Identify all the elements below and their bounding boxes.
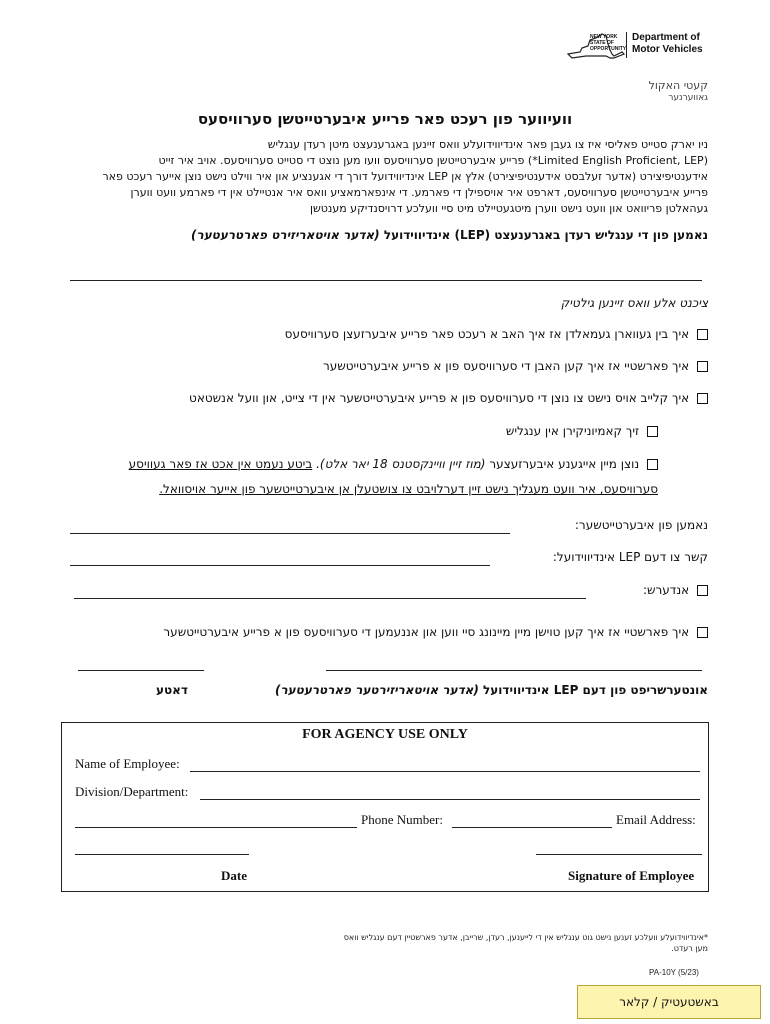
- intro-line: אידענטיפיצירט (אדער זעלבסט אידענטיפיצירט) אלץ אן LEP אינדיווידועל דורך די אגענציע און איר ווילט נישט נוצן אייער רעכט פאר: [102, 170, 708, 183]
- intro-line: ניו יארק סטייט פאליסי איז צו געבן פאר אינדיווידועלע וואס זיינען באגרענעצט מיטן רעדן ענגליש: [267, 138, 708, 151]
- suboption-note-line2: סערוויסעס, איר וועט מעגליך נישט זיין דערלויבט צו צושטעלן אן איבערטייטשער פון אייער אויסוואל.: [159, 482, 658, 496]
- suboption-own-interpreter[interactable]: [129, 457, 658, 471]
- checkbox[interactable]: [697, 585, 708, 596]
- lep-name-hint: (אדער אויטאריזירט פארטרעטער): [190, 228, 380, 242]
- option-label: איך פארשטיי אז איך קען טוישן מיין מיינונג סיי ווען און אננעמען די סערוויסעס פון א פרייע איבערטייטשער: [163, 625, 690, 639]
- contact-name: קעטי האקול: [648, 79, 708, 92]
- division-input-line[interactable]: [200, 799, 700, 800]
- intro-line: פרייע איבערטייטשן סערוויסעס, דארפט איר אויספילן די פארמע. די אינפארמאציע וואס איר אנטיילט אין די פארמע וועט ווערן: [130, 186, 708, 199]
- employee-name-input-line[interactable]: [190, 771, 700, 772]
- check-all-instruction: ציכנט אלע וואס זיינען גילטיק: [560, 296, 708, 310]
- lep-name-label-text: נאמען פון די ענגליש רעדן באגרענעצט (LEP) אינדיווידועל: [383, 228, 708, 242]
- checkbox[interactable]: [697, 393, 708, 404]
- email-label: Email Address:: [616, 812, 696, 827]
- agency-title: FOR AGENCY USE ONLY: [302, 727, 468, 742]
- dept-line-2: Motor Vehicles: [632, 44, 703, 55]
- signature-label: [275, 683, 708, 697]
- option-understand[interactable]: [323, 359, 708, 373]
- checkbox[interactable]: [697, 329, 708, 340]
- footnote-line-2: מען רעדט.: [671, 944, 708, 953]
- logo-divider: [626, 32, 627, 58]
- ny-logo-text: NEW YORK STATE OF OPPORTUNITY: [590, 34, 627, 52]
- footnote-line-1: *אינדיווידועלע וועלכע זענען נישט גוט ענגליש אין די לייענען, רעדן, שרייבן, אדער פארשטיין דעם ענגליש וואס: [343, 933, 708, 942]
- interpreter-name-input-line[interactable]: [70, 533, 510, 534]
- interpreter-name-label: נאמען פון איבערטייטשער:: [574, 518, 708, 532]
- employee-name-label: Name of Employee:: [75, 756, 180, 771]
- agency-use-box: [61, 722, 709, 892]
- suboption-label: נוצן מיין אייגענע איבערזעצער: [489, 457, 640, 471]
- signature-label-text: אונטערשריפט פון דעם LEP אינדיווידועל: [483, 683, 708, 697]
- form-code: PA-10Y (5/23): [649, 968, 699, 977]
- signature-input-line[interactable]: [326, 670, 702, 671]
- intro-line: (Limited English Proficient, LEP*) פרייע איבערטייטשן סערוויסעס וועו מען נוצט די סטייט סערוויסעס. אויב איר זייט: [158, 154, 708, 167]
- agency-date-label: Date: [221, 868, 247, 883]
- dept-line-1: Department of: [632, 32, 700, 43]
- dmv-name: [632, 32, 703, 56]
- checkbox[interactable]: [647, 459, 658, 470]
- checkbox[interactable]: [647, 426, 658, 437]
- intro-paragraph: [58, 137, 708, 217]
- checkbox[interactable]: [697, 361, 708, 372]
- phone-input-line[interactable]: [452, 827, 612, 828]
- option-label: איך בין געווארן געמאלדן אז איך האב א רעכט פאר פרייע איבערזעצן סערוויסעס: [284, 327, 690, 341]
- form-title: וועיווער פון רעכט פאר פרייע איבערטייטשן סערוויסעס: [197, 110, 573, 128]
- employee-signature-input-line[interactable]: [536, 854, 702, 855]
- suboption-label: זיך קאמיוניקירן אין ענגליש: [505, 424, 640, 438]
- agency-date-input-line[interactable]: [75, 854, 249, 855]
- print-clear-button[interactable]: באשטעטיק / קלאר: [577, 985, 761, 1019]
- employee-signature-label: Signature of Employee: [568, 868, 695, 883]
- date-input-line[interactable]: [78, 670, 204, 671]
- division-label: Division/Department:: [75, 784, 189, 799]
- age-requirement: (מוז זיין וויינקסטנס 18 יאר אלט).: [316, 457, 486, 471]
- option-decline[interactable]: [189, 391, 708, 405]
- footnote: [68, 932, 708, 954]
- relation-label: קשר צו דעם LEP אינדיווידועל:: [552, 550, 708, 564]
- option-notified[interactable]: [285, 327, 708, 341]
- suboption-english[interactable]: [506, 424, 658, 438]
- dmv-logo: [566, 30, 726, 62]
- checkbox[interactable]: [697, 627, 708, 638]
- phone-label: Phone Number:: [361, 812, 443, 827]
- other-option[interactable]: [643, 583, 708, 597]
- agency-blank-line[interactable]: [75, 827, 357, 828]
- lep-name-input-line[interactable]: [70, 280, 702, 281]
- other-input-line[interactable]: [74, 598, 586, 599]
- relation-input-line[interactable]: [70, 565, 490, 566]
- option-label: איך פארשטיי אז איך קען האבן די סערוויסעס פון א פרייע איבערטייטשער: [322, 359, 690, 373]
- option-label: איך קלייב אויס נישט צו נוצן די סערוויסעס פון א פרייע איבערטייטשער אין די צייט, און וועל אנשטאט: [189, 391, 690, 405]
- contact-address: גאווערנער: [668, 93, 708, 103]
- lep-name-label: [191, 228, 708, 242]
- signature-hint: (אדער אויטאריזירטער פארטרעטער): [274, 683, 479, 697]
- option-change-mind[interactable]: [163, 625, 708, 639]
- intro-line: געהאלטן פריוואט און וועט נישט ווערן מיטגעטיילט מיט סיי וועלכע דרויסנדיקע מענטשן: [310, 202, 708, 215]
- other-label: אנדערש:: [642, 583, 690, 597]
- date-label: דאטע: [156, 683, 188, 697]
- note-underlined: ביטע נעמט אין אכט אז פאר געוויסע: [128, 457, 313, 471]
